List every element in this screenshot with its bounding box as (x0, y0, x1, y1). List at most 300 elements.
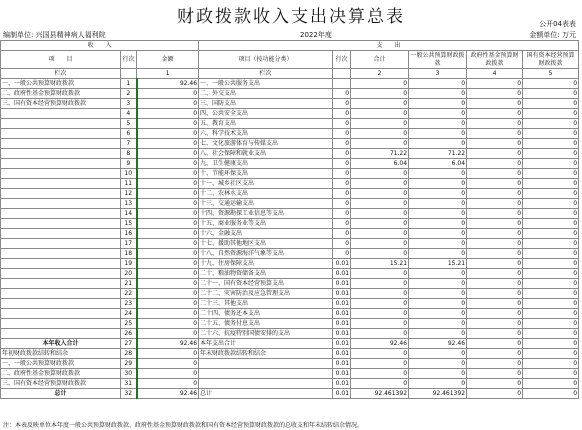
income-line-cell: 19 (121, 259, 137, 269)
fund-budget-cell: 0 (467, 159, 523, 169)
section-header-row (1, 41, 579, 51)
income-line-cell: 20 (121, 269, 137, 279)
col-num-blank-2 (333, 69, 351, 79)
income-line-cell: 21 (121, 279, 137, 289)
table-row (1, 99, 579, 109)
income-item-cell (1, 159, 121, 169)
report-meta (0, 30, 582, 40)
fund-budget-cell: 0 (467, 389, 523, 399)
income-amount-cell: 0 (137, 259, 199, 269)
income-item-cell (1, 149, 121, 159)
expense-item-cell: 二十、粮油物资储备支出 (199, 269, 333, 279)
fund-budget-cell: 0 (467, 269, 523, 279)
expense-item-cell (199, 359, 333, 369)
fund-budget-cell: 0 (467, 359, 523, 369)
general-budget-cell: 0 (409, 99, 467, 109)
col-num-4: 4 (467, 69, 523, 79)
state-capital-cell: 0 (523, 269, 579, 279)
expense-line-cell: 0.01 (333, 379, 351, 389)
total-cell: 71.22 (351, 149, 409, 159)
state-capital-cell: 0 (523, 179, 579, 189)
income-amount-cell: 0 (137, 169, 199, 179)
state-capital-cell: 0 (523, 279, 579, 289)
fund-budget-cell: 0 (467, 89, 523, 99)
general-budget-cell: 92.46 (409, 339, 467, 349)
income-amount-cell: 0 (137, 379, 199, 389)
income-line-cell: 28 (121, 349, 137, 359)
table-row (1, 189, 579, 199)
expense-item-cell: 二、外交支出 (199, 89, 333, 99)
expense-item-cell: 总计 (199, 389, 333, 399)
income-line-header: 行次 (121, 51, 137, 69)
state-capital-cell: 0 (523, 329, 579, 339)
income-amount-cell: 0 (137, 219, 199, 229)
fund-budget-cell: 0 (467, 369, 523, 379)
income-item-cell: 总计 (1, 389, 121, 399)
income-line-cell: 11 (121, 179, 137, 189)
income-amount-cell: 0 (137, 299, 199, 309)
income-item-cell (1, 329, 121, 339)
total-cell: 0 (351, 129, 409, 139)
expense-header: 支 出 (199, 41, 579, 51)
total-cell: 0 (351, 289, 409, 299)
table-row (1, 109, 579, 119)
total-cell: 0 (351, 379, 409, 389)
total-cell: 0 (351, 119, 409, 129)
income-amount-cell: 0 (137, 239, 199, 249)
fund-budget-cell: 0 (467, 309, 523, 319)
income-line-cell: 25 (121, 319, 137, 329)
income-amount-cell: 92.46 (137, 79, 199, 89)
total-cell: 0 (351, 229, 409, 239)
expense-line-cell: 0 (333, 129, 351, 139)
state-capital-cell: 0 (523, 229, 579, 239)
report-title: 财政拨款收入支出决算总表 (177, 7, 405, 27)
total-cell: 0 (351, 139, 409, 149)
fund-budget-cell: 0 (467, 299, 523, 309)
total-cell: 0 (351, 279, 409, 289)
expense-line-cell: 0 (333, 139, 351, 149)
table-row (1, 259, 579, 269)
expense-item-cell: 本年支出合计 (199, 339, 333, 349)
general-budget-cell: 0 (409, 329, 467, 339)
general-budget-cell: 0 (409, 209, 467, 219)
income-item-cell (1, 119, 121, 129)
table-row (1, 389, 579, 399)
column-number-row (1, 69, 579, 79)
general-budget-cell: 15.21 (409, 259, 467, 269)
fund-budget-cell: 0 (467, 139, 523, 149)
expense-item-cell: 十八、自然资源海洋气象等支出 (199, 249, 333, 259)
income-item-cell: 一、一般公共预算财政拨款 (1, 79, 121, 89)
table-row (1, 349, 579, 359)
table-row (1, 319, 579, 329)
income-line-cell: 30 (121, 369, 137, 379)
income-item-cell (1, 269, 121, 279)
expense-item-cell: 四、公共安全支出 (199, 109, 333, 119)
expense-line-cell: 0.01 (333, 259, 351, 269)
income-line-cell: 6 (121, 129, 137, 139)
income-amount-cell: 0 (137, 279, 199, 289)
budget-table (0, 40, 579, 399)
state-capital-cell: 0 (523, 259, 579, 269)
income-item-cell (1, 209, 121, 219)
general-budget-cell: 0 (409, 319, 467, 329)
income-amount-cell: 0 (137, 99, 199, 109)
income-item-cell (1, 229, 121, 239)
expense-item-cell: 八、社会保障和就业支出 (199, 149, 333, 159)
total-cell: 0 (351, 189, 409, 199)
expense-line-cell: 0 (333, 89, 351, 99)
income-item-cell: 一、一般公共预算财政拨款 (1, 359, 121, 369)
income-line-cell: 24 (121, 309, 137, 319)
table-row (1, 79, 579, 89)
income-amount-cell: 0 (137, 249, 199, 259)
expense-item-cell: 二十四、债务还本支出 (199, 309, 333, 319)
state-capital-cell: 0 (523, 389, 579, 399)
col-num-5: 5 (523, 69, 579, 79)
income-amount-cell: 0 (137, 269, 199, 279)
col-label-right: 栏次 (199, 69, 333, 79)
expense-item-cell: 二十三、其他支出 (199, 299, 333, 309)
table-row (1, 269, 579, 279)
income-item-cell: 三、国有资本经营预算财政拨款 (1, 99, 121, 109)
income-amount-cell: 0 (137, 149, 199, 159)
income-item-cell (1, 239, 121, 249)
expense-item-cell: 十二、农林水支出 (199, 189, 333, 199)
general-budget-cell: 0 (409, 359, 467, 369)
total-cell: 0 (351, 349, 409, 359)
general-budget-cell: 0 (409, 79, 467, 89)
income-amount-cell: 0 (137, 229, 199, 239)
income-amount-cell: 92.46 (137, 389, 199, 399)
col-num-2: 2 (351, 69, 409, 79)
expense-line-cell: 0.01 (333, 369, 351, 379)
state-capital-cell: 0 (523, 99, 579, 109)
state-capital-cell: 0 (523, 299, 579, 309)
report-year: 2022年度 (300, 31, 332, 39)
expense-line-cell: 0.01 (333, 349, 351, 359)
fund-budget-cell: 0 (467, 219, 523, 229)
general-budget-cell: 0 (409, 309, 467, 319)
table-row (1, 159, 579, 169)
expense-line-cell: 0.01 (333, 289, 351, 299)
general-budget-cell: 0 (409, 219, 467, 229)
income-item-cell (1, 279, 121, 289)
income-amount-header: 金额 (137, 51, 199, 69)
table-row (1, 199, 579, 209)
state-capital-cell: 0 (523, 349, 579, 359)
expense-item-cell: 十五、商业服务业等支出 (199, 219, 333, 229)
fund-budget-cell: 0 (467, 119, 523, 129)
total-cell: 0 (351, 319, 409, 329)
expense-line-cell: 0 (333, 229, 351, 239)
fund-budget-cell: 0 (467, 179, 523, 189)
fund-budget-cell: 0 (467, 79, 523, 89)
fund-budget-cell: 0 (467, 109, 523, 119)
total-cell: 0 (351, 209, 409, 219)
total-cell: 15.21 (351, 259, 409, 269)
income-amount-cell: 0 (137, 159, 199, 169)
fund-budget-cell: 0 (467, 149, 523, 159)
income-item-cell: 二、政府性基金预算财政拨款 (1, 369, 121, 379)
income-item-cell (1, 179, 121, 189)
expense-item-cell: 九、卫生健康支出 (199, 159, 333, 169)
total-cell: 92.461392 (351, 389, 409, 399)
expense-item-cell: 十七、援助其他地区支出 (199, 239, 333, 249)
state-capital-cell: 0 (523, 319, 579, 329)
income-line-cell: 32 (121, 389, 137, 399)
expense-line-cell (333, 79, 351, 89)
expense-item-cell: 二十六、抗疫特别国债安排的支出 (199, 329, 333, 339)
table-row (1, 149, 579, 159)
state-capital-cell: 0 (523, 239, 579, 249)
total-cell: 6.04 (351, 159, 409, 169)
income-line-cell: 14 (121, 209, 137, 219)
income-amount-cell: 0 (137, 179, 199, 189)
table-row (1, 299, 579, 309)
income-amount-cell: 0 (137, 89, 199, 99)
total-cell: 0 (351, 269, 409, 279)
table-row (1, 119, 579, 129)
state-capital-cell: 0 (523, 289, 579, 299)
income-line-cell: 5 (121, 119, 137, 129)
income-line-cell: 26 (121, 329, 137, 339)
expense-line-header: 行次 (333, 51, 351, 69)
income-line-cell: 8 (121, 149, 137, 159)
table-row (1, 289, 579, 299)
income-item-cell (1, 129, 121, 139)
fund-budget-cell: 0 (467, 199, 523, 209)
expense-line-cell: 0 (333, 149, 351, 159)
fund-budget-cell: 0 (467, 209, 523, 219)
col-num-3: 3 (409, 69, 467, 79)
total-cell: 0 (351, 249, 409, 259)
table-row (1, 169, 579, 179)
income-amount-cell: 0 (137, 289, 199, 299)
expense-item-header: 项目（按功能分类） (199, 51, 333, 69)
income-amount-cell: 0 (137, 319, 199, 329)
table-row (1, 229, 579, 239)
income-header: 收 入 (1, 41, 199, 51)
table-row (1, 129, 579, 139)
expense-item-cell: 二十五、债务付息支出 (199, 319, 333, 329)
total-cell: 0 (351, 299, 409, 309)
income-amount-cell: 0 (137, 189, 199, 199)
income-line-cell: 7 (121, 139, 137, 149)
state-capital-cell: 0 (523, 369, 579, 379)
table-row (1, 209, 579, 219)
expense-item-cell: 五、教育支出 (199, 119, 333, 129)
expense-line-cell: 0 (333, 189, 351, 199)
income-amount-cell: 0 (137, 199, 199, 209)
general-budget-cell: 0 (409, 369, 467, 379)
fund-budget-cell: 0 (467, 329, 523, 339)
state-capital-cell: 0 (523, 249, 579, 259)
expense-line-cell: 0 (333, 239, 351, 249)
state-capital-cell: 0 (523, 199, 579, 209)
expense-item-cell: 二十二、灾害防治及应急管理支出 (199, 289, 333, 299)
general-budget-cell: 0 (409, 169, 467, 179)
state-capital-cell: 0 (523, 149, 579, 159)
expense-line-cell: 0 (333, 169, 351, 179)
income-item-cell (1, 309, 121, 319)
fund-budget-cell: 0 (467, 289, 523, 299)
fund-budget-cell: 0 (467, 229, 523, 239)
total-header: 合计 (351, 51, 409, 69)
state-capital-cell: 0 (523, 309, 579, 319)
state-capital-cell: 0 (523, 139, 579, 149)
expense-line-cell: 0 (333, 219, 351, 229)
income-line-cell: 23 (121, 299, 137, 309)
income-line-cell: 10 (121, 169, 137, 179)
expense-line-cell: 0.01 (333, 309, 351, 319)
income-line-cell: 17 (121, 239, 137, 249)
general-budget-cell: 0 (409, 119, 467, 129)
state-capital-cell: 0 (523, 189, 579, 199)
general-budget-cell: 0 (409, 199, 467, 209)
general-budget-cell: 0 (409, 349, 467, 359)
total-cell: 0 (351, 309, 409, 319)
total-cell: 0 (351, 99, 409, 109)
expense-line-cell: 0 (333, 159, 351, 169)
state-capital-cell: 0 (523, 219, 579, 229)
fund-budget-cell: 0 (467, 339, 523, 349)
expense-line-cell: 0.01 (333, 339, 351, 349)
column-header-row (1, 51, 579, 69)
expense-item-cell: 十九、住房保障支出 (199, 259, 333, 269)
state-capital-cell: 0 (523, 359, 579, 369)
income-amount-cell: 0 (137, 109, 199, 119)
income-item-cell (1, 249, 121, 259)
income-amount-cell: 0 (137, 209, 199, 219)
income-item-cell: 三、国有资本经营预算财政拨款 (1, 379, 121, 389)
income-amount-cell: 0 (137, 129, 199, 139)
total-cell: 0 (351, 79, 409, 89)
income-item-cell (1, 199, 121, 209)
income-line-cell: 2 (121, 89, 137, 99)
table-row (1, 359, 579, 369)
total-cell: 92.46 (351, 339, 409, 349)
expense-item-cell: 六、科学技术支出 (199, 129, 333, 139)
income-line-cell: 27 (121, 339, 137, 349)
income-item-header: 项 目 (1, 51, 121, 69)
income-amount-cell: 92.46 (137, 339, 199, 349)
state-capital-cell: 0 (523, 89, 579, 99)
fund-budget-cell: 0 (467, 249, 523, 259)
general-budget-cell: 0 (409, 179, 467, 189)
general-budget-cell: 0 (409, 299, 467, 309)
income-line-cell: 15 (121, 219, 137, 229)
income-item-cell (1, 319, 121, 329)
general-budget-cell: 0 (409, 269, 467, 279)
fund-budget-cell: 0 (467, 319, 523, 329)
expense-line-cell: 0 (333, 199, 351, 209)
state-capital-cell: 0 (523, 119, 579, 129)
expense-item-cell: 十、节能环保支出 (199, 169, 333, 179)
state-capital-cell: 0 (523, 79, 579, 89)
total-cell: 0 (351, 329, 409, 339)
fund-budget-cell: 0 (467, 189, 523, 199)
general-budget-cell: 0 (409, 89, 467, 99)
total-cell: 0 (351, 239, 409, 249)
state-capital-header: 国有资本经营预算财政拨款 (523, 51, 579, 69)
col-num-blank (121, 69, 137, 79)
fund-budget-cell: 0 (467, 99, 523, 109)
table-row (1, 239, 579, 249)
expense-item-cell: 十一、城乡社区支出 (199, 179, 333, 189)
income-line-cell: 12 (121, 189, 137, 199)
income-amount-cell: 0 (137, 349, 199, 359)
general-budget-cell: 6.04 (409, 159, 467, 169)
expense-line-cell: 0.01 (333, 359, 351, 369)
total-cell: 0 (351, 199, 409, 209)
expense-item-cell: 十六、金融支出 (199, 229, 333, 239)
fund-budget-cell: 0 (467, 279, 523, 289)
expense-line-cell: 0.01 (333, 269, 351, 279)
col-num-1: 1 (137, 69, 199, 79)
general-budget-cell: 0 (409, 379, 467, 389)
income-item-cell (1, 219, 121, 229)
general-budget-cell: 0 (409, 279, 467, 289)
income-item-cell (1, 169, 121, 179)
table-row (1, 369, 579, 379)
expense-item-cell: 十四、资源勘探工业信息等支出 (199, 209, 333, 219)
state-capital-cell: 0 (523, 129, 579, 139)
expense-line-cell: 0 (333, 99, 351, 109)
total-cell: 0 (351, 169, 409, 179)
expense-line-cell: 0.01 (333, 329, 351, 339)
income-amount-cell: 0 (137, 359, 199, 369)
fund-budget-cell: 0 (467, 379, 523, 389)
expense-line-cell: 0.01 (333, 319, 351, 329)
general-budget-cell: 92.461392 (409, 389, 467, 399)
total-cell: 0 (351, 219, 409, 229)
table-row (1, 279, 579, 289)
table-row (1, 179, 579, 189)
income-line-cell: 3 (121, 99, 137, 109)
table-row (1, 249, 579, 259)
state-capital-cell: 0 (523, 339, 579, 349)
expense-line-cell: 0 (333, 109, 351, 119)
state-capital-cell: 0 (523, 209, 579, 219)
general-budget-cell: 0 (409, 139, 467, 149)
fund-budget-header: 政府性基金预算财政拨款 (467, 51, 523, 69)
income-item-cell (1, 299, 121, 309)
income-item-cell (1, 109, 121, 119)
state-capital-cell: 0 (523, 169, 579, 179)
fund-budget-cell: 0 (467, 129, 523, 139)
income-item-cell: 年初财政拨款结转和结余 (1, 349, 121, 359)
general-budget-cell: 0 (409, 249, 467, 259)
table-row (1, 329, 579, 339)
expense-line-cell: 0 (333, 249, 351, 259)
income-amount-cell: 0 (137, 329, 199, 339)
form-number: 公开04表表 (539, 20, 576, 28)
income-amount-cell: 0 (137, 119, 199, 129)
table-row (1, 339, 579, 349)
general-budget-cell: 71.22 (409, 149, 467, 159)
income-item-cell: 本年收入合计 (1, 339, 121, 349)
income-item-cell (1, 259, 121, 269)
table-row (1, 219, 579, 229)
income-line-cell: 4 (121, 109, 137, 119)
expense-item-cell (199, 379, 333, 389)
income-amount-cell: 0 (137, 309, 199, 319)
table-row (1, 379, 579, 389)
income-line-cell: 18 (121, 249, 137, 259)
income-line-cell: 1 (121, 79, 137, 89)
